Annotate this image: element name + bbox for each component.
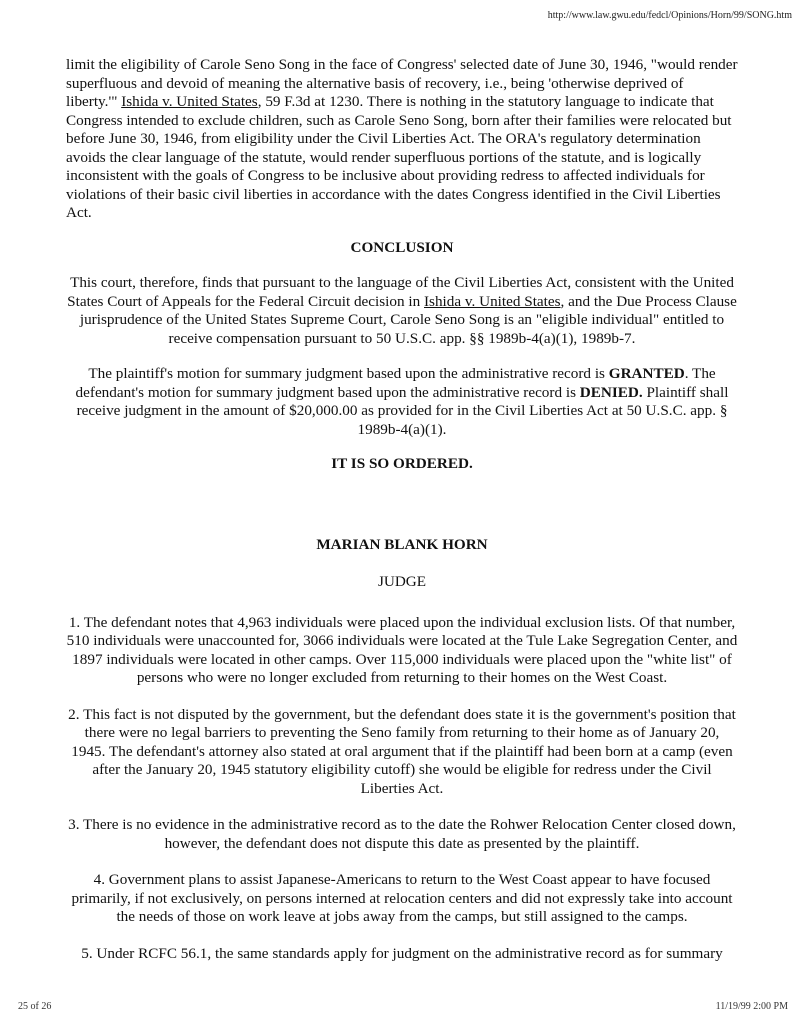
- footnote-2: 2. This fact is not disputed by the government, but the defendant does state it is the government's position that there were no legal barriers to preventing the Seno family from returning to their home as of January 20, 1945. The defendant's attorney also stated at oral argument that if the plaintiff had been born at a camp (even after the January 20, 1945 statutory eligibility cutoff) she would be eligible for redress under the Civil Liberties Act.: [68, 705, 736, 797]
- footnote-1: 1. The defendant notes that 4,963 individuals were placed upon the individual exclusion lists. Of that number, 510 individuals were unaccounted for, 3066 individuals were located at the Tule Lake Segregation Center, and 1897 individuals were located in other camps. Over 115,000 individuals were placed upon the "white list" of persons who were no longer excluded from returning to their homes on the West Coast.: [66, 613, 738, 686]
- footnote-4: 4. Government plans to assist Japanese-Americans to return to the West Coast appear to have focused primarily, if not exclusively, on persons interned at relocation centers and did not expressly take into account the needs of those on work leave at jobs away from the camps, but still assigned to the camps.: [71, 871, 733, 925]
- judge-name: MARIAN BLANK HORN: [316, 535, 488, 553]
- opening-paragraph: [66, 56, 738, 223]
- opening-text-2: , 59 F.3d at 1230. There is nothing in the statutory language to indicate that Congress intended to exclude children, such as Carole Seno Song, born after their families were relocated but before June 30, 1946, from eligibility under the Civil Liberties Act. The ORA's regulatory determination avoids the clear language of the statute, would render superfluous portions of the statute, and is logically inconsistent with the goals of Congress to be inclusive about providing redress to affected individuals for violations of their basic civil liberties in accordance with the dates Congress identified in the Civil Liberties Act.: [66, 93, 732, 221]
- case-citation-link: Ishida v. United States: [121, 93, 258, 110]
- conclusion-p1-text-b: , and the Due Process Clause jurisprudence of the United States Supreme Court, Carole Seno Song is an "eligible individual" entitled to receive compensation pursuant to 50 U.S.C. app. §§ 1989b-4(a)(1), 1989b-7.: [79, 292, 737, 347]
- granted-text: GRANTED: [608, 365, 685, 382]
- page-url-header: http://www.law.gwu.edu/fedcl/Opinions/Horn/99/SONG.htm: [547, 10, 792, 21]
- footnote-5: 5. Under RCFC 56.1, the same standards apply for judgment on the administrative record as for summary: [81, 944, 723, 962]
- document-body: [66, 56, 738, 963]
- conclusion-p2-text-c: Plaintiff shall receive judgment in the amount of $20,000.00 as provided for in the Civil Liberties Act at 50 U.S.C. app. § 1989b-4(a)(1).: [76, 383, 729, 438]
- conclusion-p1-text-a: This court, therefore, finds that pursuant to the language of the Civil Liberties Act, consistent with the United States Court of Appeals for the Federal Circuit decision in: [67, 274, 734, 310]
- judge-title: JUDGE: [377, 573, 427, 590]
- conclusion-case-citation: Ishida v. United States: [424, 292, 561, 310]
- print-timestamp: 11/19/99 2:00 PM: [715, 1001, 788, 1012]
- page-number: 25 of 26: [18, 1001, 52, 1012]
- conclusion-p2-text-b: . The defendant's motion for summary judgment based upon the administrative record is: [75, 365, 716, 401]
- conclusion-p2-text-a: The plaintiff's motion for summary judgment based upon the administrative record is: [88, 365, 609, 382]
- opening-text-1: limit the eligibility of Carole Seno Song in the face of Congress' selected date of June 30, 1946, "would render superfluous and devoid of meaning the alternative basis of recovery, i.e., being 'otherwise deprived of liberty.'": [66, 56, 738, 110]
- conclusion-heading: CONCLUSION: [350, 238, 454, 256]
- footnote-3: 3. There is no evidence in the administrative record as to the date the Rohwer Relocation Center closed down, however, the defendant does not dispute this date as presented by the plaintiff.: [68, 816, 736, 852]
- conclusion-paragraph-1: [66, 274, 738, 348]
- denied-text: DENIED.: [579, 383, 643, 401]
- so-ordered-heading: IT IS SO ORDERED.: [331, 455, 473, 472]
- conclusion-paragraph-2: [66, 365, 738, 439]
